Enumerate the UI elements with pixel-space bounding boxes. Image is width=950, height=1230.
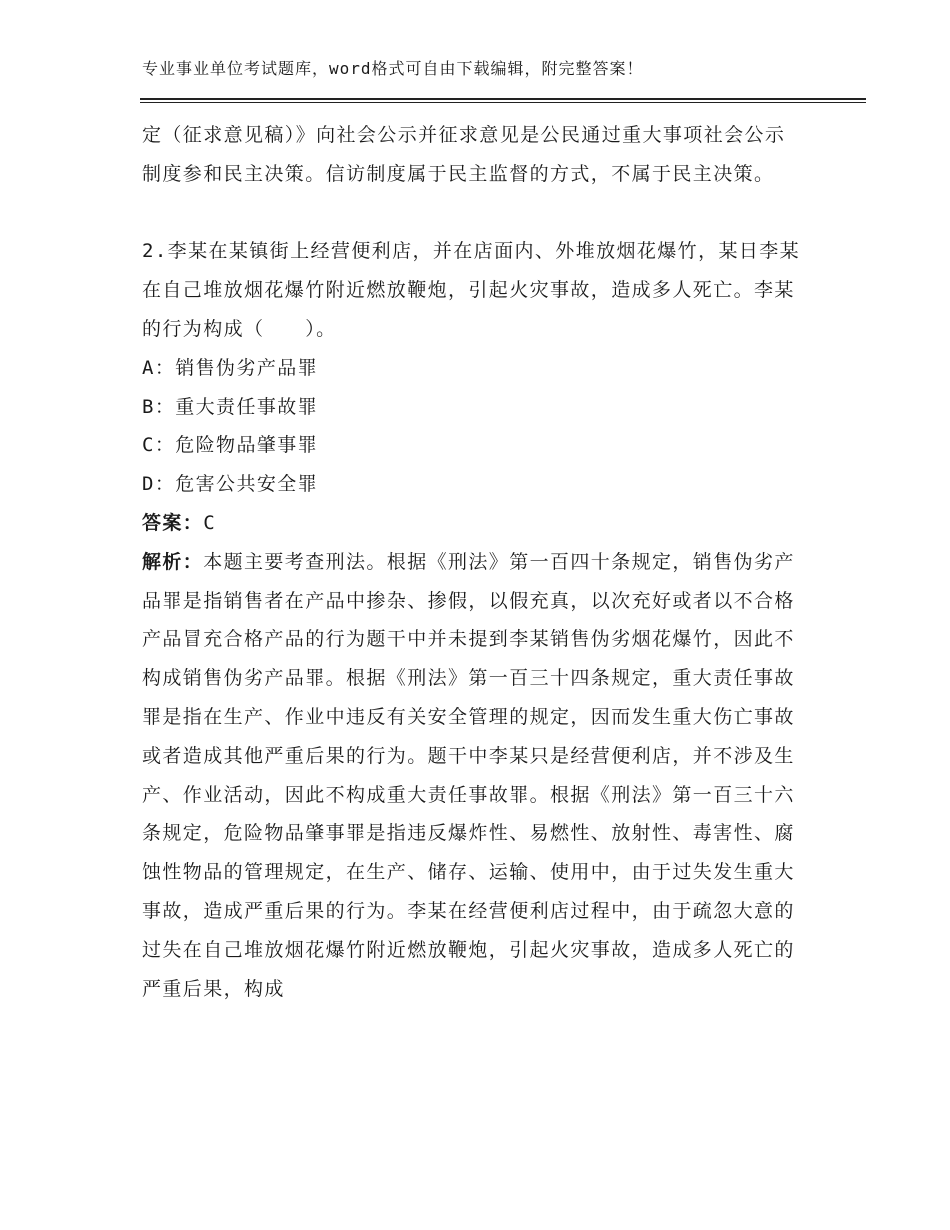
page-header: 专业事业单位考试题库，word格式可自由下载编辑，附完整答案！: [142, 59, 644, 78]
option-d: D：危害公共安全罪: [142, 473, 319, 496]
header-rule-thin: [140, 102, 866, 103]
answer-line: [142, 504, 802, 543]
analysis-label: 解析：: [142, 550, 204, 573]
analysis-paragraph: [142, 543, 802, 1009]
option-c: C：危险物品肇事罪: [142, 434, 319, 457]
analysis-text: 本题主要考查刑法。根据《刑法》第一百四十条规定，销售伪劣产品罪是指销售者在产品中掺杂、掺假，以假充真，以次充好或者以不合格产品冒充合格产品的行为题干中并未提到李某销售伪劣烟花爆竹，因此不构成销售伪劣产品罪。根据《刑法》第一百三十四条规定，重大责任事故罪是指在生产、作业中违反有关安全管理的规定，因而发生重大伤亡事故或者造成其他严重后果的行为。题干中李某只是经营便利店，并不涉及生产、作业活动，因此不构成重大责任事故罪。根据《刑法》第一百三十六条规定，危险物品肇事罪是指违反爆炸性、易燃性、放射性、毒害性、腐蚀性物品的管理规定，在生产、储存、运输、使用中，由于过失发生重大事故，造成严重后果的行为。李某在经营便利店过程中，由于疏忽大意的过失在自己堆放烟花爆竹附近燃放鞭炮，引起火灾事故，造成多人死亡的严重后果，构成: [142, 550, 795, 1000]
option-a: A：销售伪劣产品罪: [142, 356, 319, 379]
answer-label: 答案：: [142, 511, 204, 534]
header-rule-thick: [140, 98, 866, 100]
document-body: [142, 116, 802, 1008]
paragraph-gap: [142, 194, 802, 233]
previous-explanation: 定（征求意见稿）》向社会公示并征求意见是公民通过重大事项社会公示制度参和民主决策。信访制度属于民主监督的方式，不属于民主决策。: [142, 124, 786, 185]
answer-value: C: [203, 511, 217, 534]
option-b: B：重大责任事故罪: [142, 395, 319, 418]
question-stem: 2.李某在某镇街上经营便利店，并在店面内、外堆放烟花爆竹，某日李某在自己堆放烟花爆竹附近燃放鞭炮，引起火灾事故，造成多人死亡。李某的行为构成（ ）。: [142, 240, 801, 340]
